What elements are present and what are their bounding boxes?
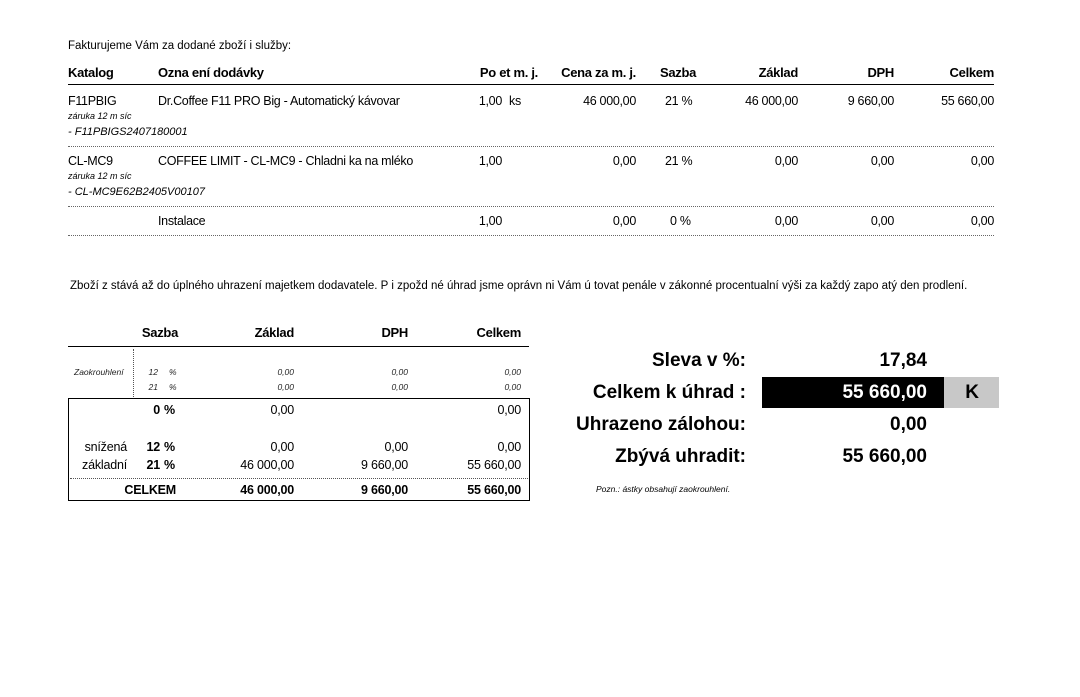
item-total: 0,00 [970, 154, 994, 168]
item-rate: 21 % [665, 94, 693, 108]
vat-base: 46 000,00 [240, 458, 294, 472]
ownership-note: Zboží z stává až do úplného uhrazení majetkem dodavatele. P i zpožd né úhrad jsme oprávn ni Vám ú tovat penále v zákonné procentualní výši za každý zapo atý den prodlení. [70, 280, 968, 292]
vat-base: 0,00 [270, 403, 294, 417]
vat-rate: 12 [146, 440, 160, 454]
item-vat: 9 660,00 [847, 94, 894, 108]
item-rate: 21 % [665, 154, 693, 168]
item-description: Instalace [158, 214, 206, 228]
rounding-rate: 12 [148, 367, 158, 377]
row-divider [68, 146, 994, 147]
rounding-vat: 0,00 [391, 382, 408, 392]
rounding-total: 0,00 [504, 367, 521, 377]
vat-total-total: 55 660,00 [467, 483, 521, 497]
vat-base: 0,00 [270, 440, 294, 454]
col-total: Celkem [949, 65, 994, 80]
rounding-total: 0,00 [504, 382, 521, 392]
vat-rate: 21 [146, 458, 160, 472]
remaining-value: 55 660,00 [842, 446, 927, 467]
item-catalog: F11PBIG [68, 94, 117, 108]
item-total: 0,00 [970, 214, 994, 228]
item-unit-price: 0,00 [612, 154, 636, 168]
vat-pct: % [164, 440, 175, 454]
header-divider [68, 84, 994, 85]
item-serial: - F11PBIGS2407180001 [68, 126, 188, 138]
vat-total-vat: 9 660,00 [360, 483, 408, 497]
deposit-label: Uhrazeno zálohou: [576, 414, 746, 435]
item-unit-price: 46 000,00 [583, 94, 636, 108]
vat-col-base: Základ [254, 325, 294, 340]
item-qty: 1,00 [478, 94, 502, 108]
vat-col-vat: DPH [381, 325, 408, 340]
rounding-base: 0,00 [277, 367, 294, 377]
rounding-label: Zaokrouhlení [74, 367, 124, 377]
item-catalog: CL-MC9 [68, 154, 113, 168]
item-description: COFFEE LIMIT - CL-MC9 - Chladni ka na mléko [158, 154, 413, 168]
item-warranty: záruka 12 m síc [68, 111, 132, 121]
row-divider [68, 235, 994, 236]
vat-header-divider [68, 346, 529, 347]
vat-total-divider [70, 478, 528, 479]
item-qty: 1,00 [478, 154, 502, 168]
vat-rate: 0 [153, 403, 160, 417]
item-total: 55 660,00 [941, 94, 994, 108]
item-warranty: záruka 12 m síc [68, 171, 132, 181]
col-qty: Po et m. j. [479, 65, 538, 80]
vat-total: 0,00 [497, 403, 521, 417]
vat-vat: 0,00 [384, 440, 408, 454]
discount-label: Sleva v %: [652, 350, 746, 371]
item-base: 0,00 [774, 154, 798, 168]
vat-col-total: Celkem [476, 325, 521, 340]
currency-label: K [965, 382, 979, 403]
rounding-vat: 0,00 [391, 367, 408, 377]
rounding-separator [133, 349, 134, 397]
rounding-pct: % [169, 367, 177, 377]
item-base: 46 000,00 [745, 94, 798, 108]
vat-label: základní [82, 458, 127, 472]
col-rate: Sazba [660, 65, 697, 80]
discount-value: 17,84 [879, 350, 927, 371]
item-base: 0,00 [774, 214, 798, 228]
col-description: Ozna ení dodávky [158, 65, 264, 80]
vat-total-label: CELKEM [124, 483, 176, 497]
row-divider [68, 206, 994, 207]
item-vat: 0,00 [870, 154, 894, 168]
vat-col-rate: Sazba [141, 325, 178, 340]
vat-pct: % [164, 458, 175, 472]
col-base: Základ [758, 65, 798, 80]
total-due-label: Celkem k úhrad : [592, 382, 746, 403]
vat-pct: % [164, 403, 175, 417]
col-vat: DPH [867, 65, 894, 80]
rounding-rate: 21 [148, 382, 158, 392]
item-unit-price: 0,00 [612, 214, 636, 228]
vat-vat: 9 660,00 [360, 458, 408, 472]
item-rate: 0 % [670, 214, 691, 228]
col-unit-price: Cena za m. j. [561, 65, 636, 80]
item-serial: - CL-MC9E62B2405V00107 [68, 186, 205, 198]
intro-text: Fakturujeme Vám za dodané zboží i služby: [68, 40, 292, 52]
rounding-note: Pozn.: ástky obsahují zaokrouhlení. [596, 484, 731, 494]
rounding-pct: % [169, 382, 177, 392]
item-vat: 0,00 [870, 214, 894, 228]
item-description: Dr.Coffee F11 PRO Big - Automatický kávovar [158, 94, 400, 108]
col-catalog: Katalog [68, 65, 114, 80]
vat-total: 55 660,00 [467, 458, 521, 472]
remaining-label: Zbývá uhradit: [615, 446, 746, 467]
rounding-base: 0,00 [277, 382, 294, 392]
item-unit: ks [509, 94, 521, 108]
deposit-value: 0,00 [890, 414, 927, 435]
total-due-value: 55 660,00 [842, 382, 927, 403]
vat-total-base: 46 000,00 [240, 483, 294, 497]
vat-label: snížená [84, 440, 127, 454]
item-qty: 1,00 [478, 214, 502, 228]
vat-total: 0,00 [497, 440, 521, 454]
